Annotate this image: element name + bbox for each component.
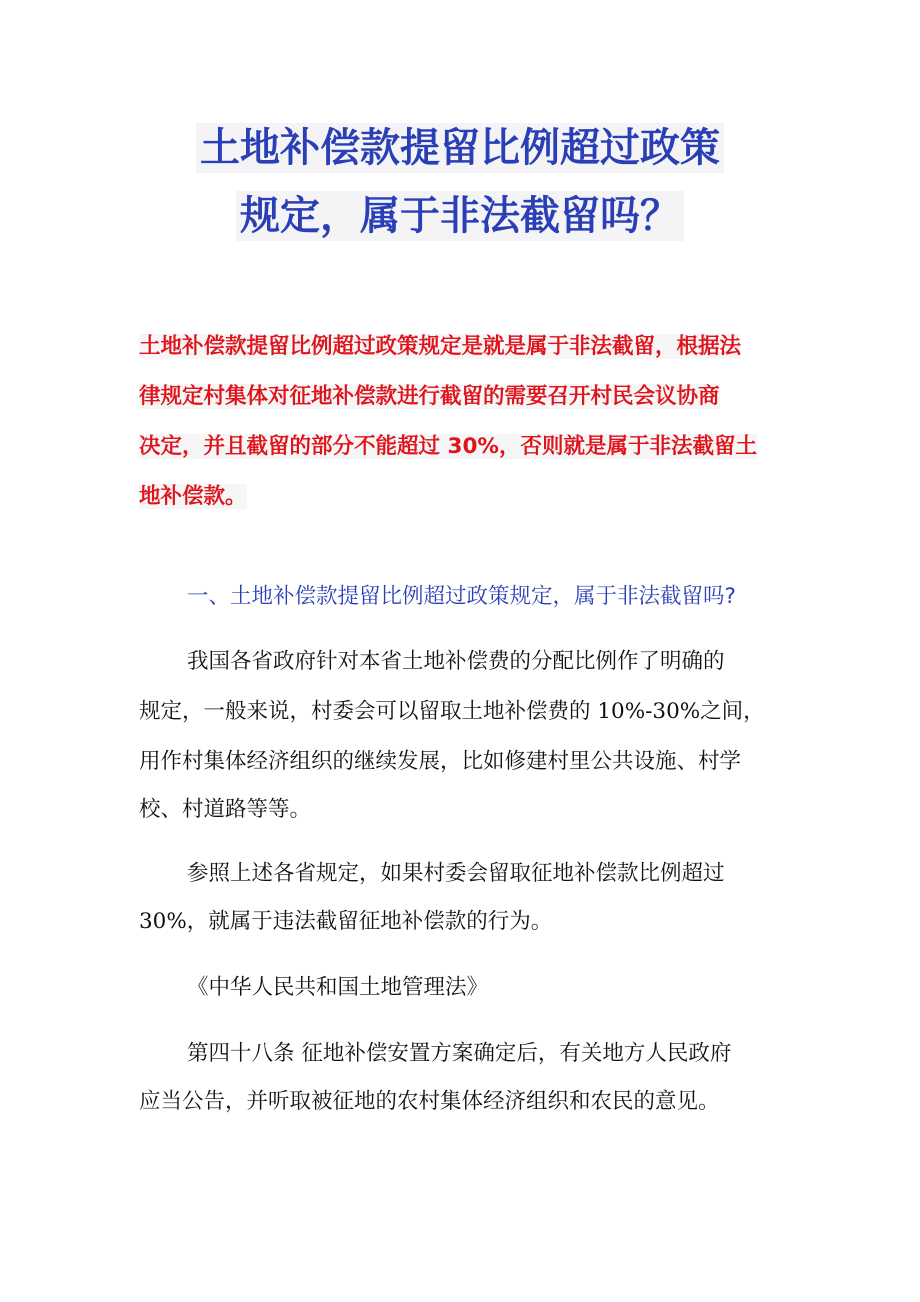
- summary-line-2: 律规定村集体对征地补偿款进行截留的需要召开村民会议协商: [139, 384, 720, 409]
- paragraph-2-line-1: 参照上述各省规定，如果村委会留取征地补偿款比例超过: [187, 861, 725, 886]
- law-title: 《中华人民共和国土地管理法》: [187, 975, 489, 1000]
- paragraph-2-line-2: 30%，就属于违法截留征地补偿款的行为。: [139, 909, 553, 934]
- document-title-line-1: 土地补偿款提留比例超过政策: [0, 120, 920, 176]
- summary-line-4: 地补偿款。: [139, 484, 247, 509]
- paragraph-1-line-3: 用作村集体经济组织的继续发展，比如修建村里公共设施、村学: [139, 749, 742, 774]
- section-heading: 一、土地补偿款提留比例超过政策规定，属于非法截留吗?: [187, 584, 736, 609]
- paragraph-1-line-1: 我国各省政府针对本省土地补偿费的分配比例作了明确的: [187, 649, 725, 674]
- summary-line-3: 决定，并且截留的部分不能超过 30%，否则就是属于非法截留土: [139, 434, 757, 459]
- paragraph-3-line-2: 应当公告，并听取被征地的农村集体经济组织和农民的意见。: [139, 1089, 720, 1114]
- paragraph-3-line-1: 第四十八条 征地补偿安置方案确定后，有关地方人民政府: [187, 1041, 732, 1066]
- document-title-line-2: 规定，属于非法截留吗？: [0, 188, 920, 244]
- paragraph-1-line-2: 规定，一般来说，村委会可以留取土地补偿费的 10%-30%之间，: [139, 699, 765, 724]
- paragraph-1-line-4: 校、村道路等等。: [139, 797, 312, 822]
- summary-line-1: 土地补偿款提留比例超过政策规定是就是属于非法截留，根据法: [139, 334, 742, 359]
